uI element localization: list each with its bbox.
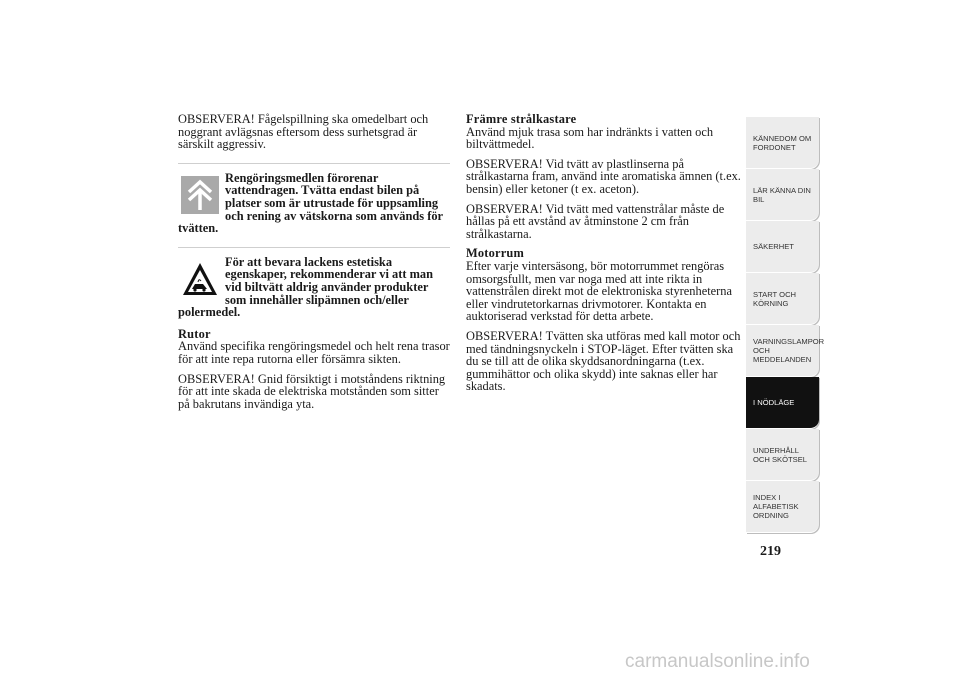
headlights-heading: Främre strålkastare bbox=[466, 112, 577, 126]
engine-bay-paragraph-1: Efter varje vintersäsong, bör motorrummet rengöras omsorgsfullt, men var noga med att inte rikta in vattenstrålen direkt mot de elektroniska styrenheterna eller vindrutetorkarnas drivmotorer. Kontakta en auktoriserad verkstad för detta arbete. bbox=[466, 258, 732, 324]
tab-label: UNDERHÅLL OCH SKÖTSEL bbox=[753, 445, 808, 464]
chapter-tabs bbox=[746, 117, 825, 533]
engine-bay-heading: Motorrum bbox=[466, 246, 525, 261]
tab-varningslampor[interactable] bbox=[746, 325, 825, 377]
tab-label: I NÖDLÄGE bbox=[753, 398, 795, 407]
windows-paragraph-2: OBSERVERA! Gnid försiktigt i motståndens riktning för att inte skada de elektriska motstånden som sitter på bakrutans invändiga yta. bbox=[178, 371, 446, 411]
left-column bbox=[178, 113, 450, 417]
tab-label: KÄNNEDOM OM FORDONET bbox=[753, 133, 812, 152]
right-column bbox=[466, 113, 742, 400]
windows-paragraph-1: Använd specifika rengöringsmedel och helt rena trasor för att inte repa rutorna eller försämra sikten. bbox=[178, 339, 450, 366]
tab-kannedom-om-fordonet[interactable] bbox=[746, 117, 819, 169]
headlights-paragraph-2: OBSERVERA! Vid tvätt av plastlinserna på strålkastarna fram, använd inte aromatiska ämnen (t.ex. bensin) eller ketoner (t ex. aceton). bbox=[466, 156, 741, 196]
tab-label: VARNINGSLAMPOR OCH MEDDELANDEN bbox=[753, 337, 825, 364]
engine-bay-paragraph-2: OBSERVERA! Tvätten ska utföras med kall motor och med tändningsnyckeln i STOP-läget. Efter tvätten ska du se till att de olika skyddsanordningarna (t.ex. gummihättor och olika skydd) inte saknas eller har skadats. bbox=[466, 328, 741, 394]
tab-label: SÄKERHET bbox=[753, 242, 794, 251]
page-number: 219 bbox=[760, 544, 781, 559]
watermark: carmanualsonline.info bbox=[625, 651, 810, 672]
paint-warning-text: För att bevara lackens estetiska egenskaper, rekommenderar vi att man vid biltvätt aldrig använder produkter som innehåller slipämnen och/eller polermedel. bbox=[178, 254, 433, 320]
tab-lar-kanna-din-bil[interactable] bbox=[746, 169, 819, 221]
car-care-warning-icon bbox=[181, 260, 219, 298]
tab-index[interactable] bbox=[746, 481, 819, 533]
headlights-paragraph-3: OBSERVERA! Vid tvätt med vattenstrålar måste de hållas på ett avstånd av åtminstone 2 cm från strålkastarna. bbox=[466, 201, 725, 241]
tab-label: INDEX I ALFABETISK ORDNING bbox=[753, 493, 799, 520]
tab-label: LÄR KÄNNA DIN BIL bbox=[753, 185, 811, 204]
environment-warning-text: Rengöringsmedlen förorenar vattendragen. Tvätta endast bilen på platser som är utrustade för uppsamling och rening av vätskorna som används för tvätten. bbox=[178, 170, 443, 236]
tab-sakerhet[interactable] bbox=[746, 221, 819, 273]
paint-warning bbox=[178, 247, 450, 319]
tab-start-och-korning[interactable] bbox=[746, 273, 819, 325]
windows-heading: Rutor bbox=[178, 326, 211, 341]
headlights-paragraph-1: Använd mjuk trasa som har indränkts i vatten och biltvättmedel. bbox=[466, 124, 714, 152]
tab-i-nodlage[interactable] bbox=[746, 377, 819, 429]
bird-droppings-note: OBSERVERA! Fågelspillning ska omedelbart och noggrant avlägsnas eftersom dess surhetsgrad är särskilt aggressiv. bbox=[178, 112, 429, 152]
environment-warning bbox=[178, 163, 450, 235]
tab-underhall-och-skotsel[interactable] bbox=[746, 429, 819, 481]
tab-label: START OCH KÖRNING bbox=[753, 289, 797, 308]
environment-arrows-icon bbox=[181, 176, 219, 214]
